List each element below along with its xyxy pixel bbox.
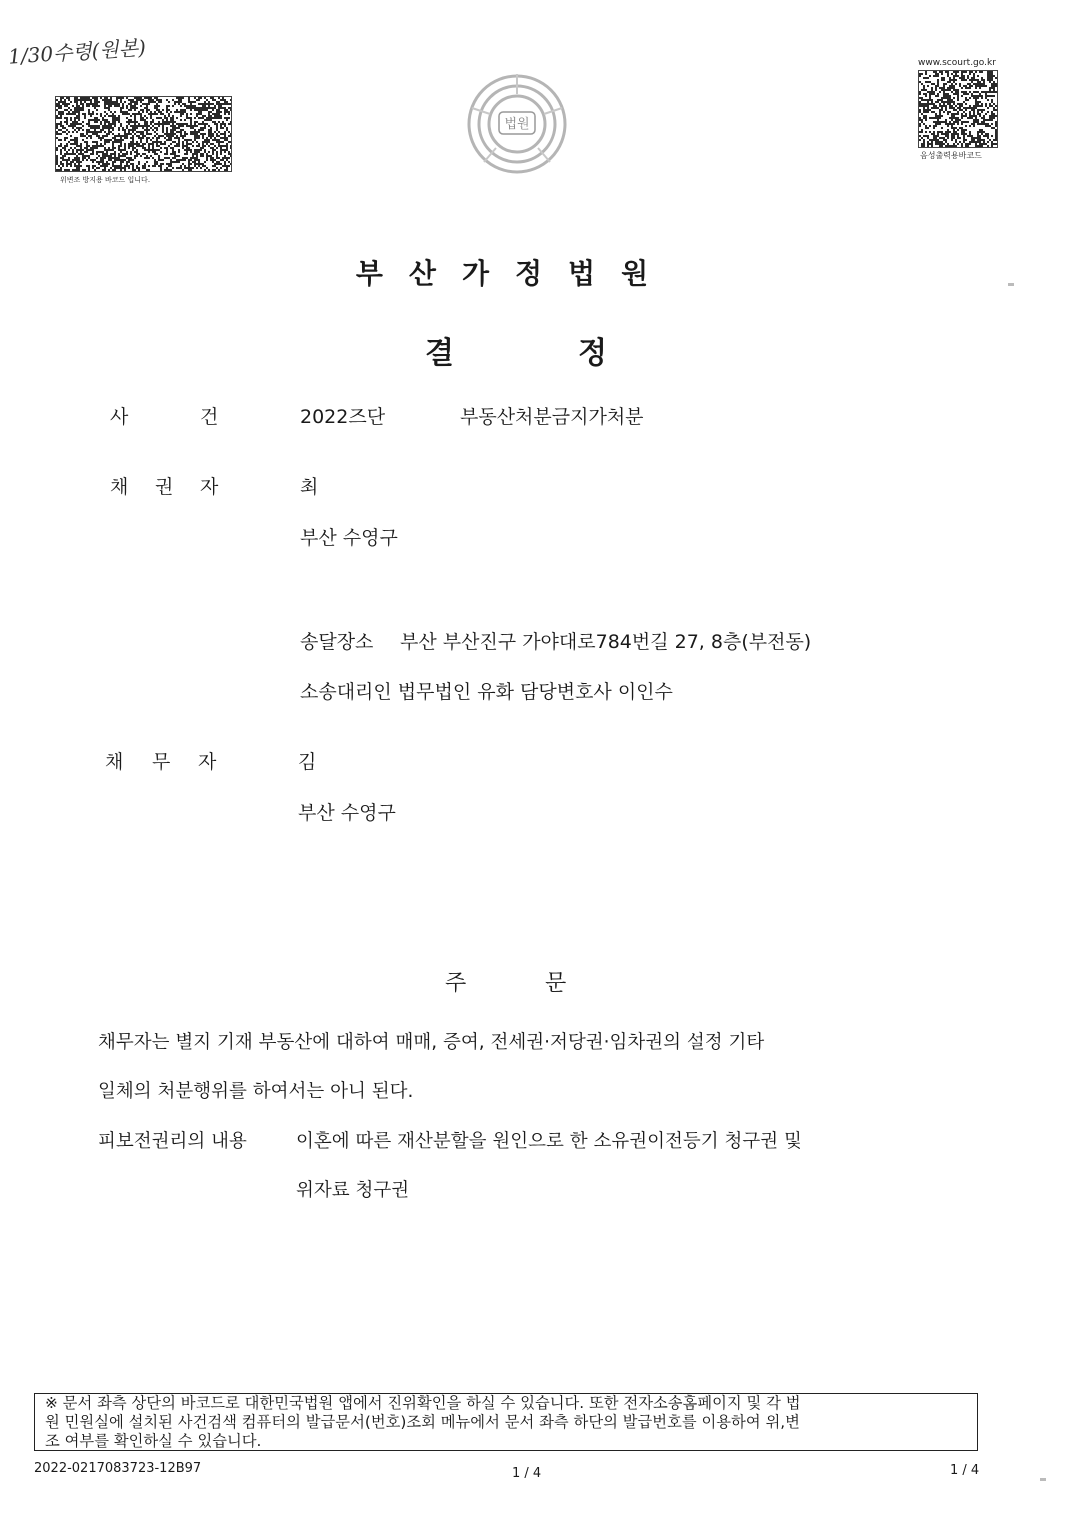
debtor-address: 부산 수영구 — [298, 802, 396, 824]
anti-forgery-barcode-pattern — [56, 97, 231, 171]
voice-output-barcode — [918, 70, 998, 148]
protected-right-label: 피보전권리의 내용 — [98, 1131, 247, 1152]
debtor-label-char-3: 자 — [198, 751, 217, 773]
creditor-name: 최 — [300, 476, 319, 498]
anti-forgery-barcode-caption: 위변조 방지용 바코드 입니다. — [60, 176, 151, 184]
creditor-label-char-2: 권 — [155, 476, 174, 498]
document-title-char-2: 정 — [578, 336, 607, 371]
court-name: 부산가정법원 — [355, 257, 675, 290]
case-number: 2022즈단 — [300, 406, 386, 428]
notice-line-2: 원 민원실에 설치된 사건검색 컴퓨터의 발급문서(번호)조회 메뉴에서 문서 좌측 하단의 발급번호를 이용하여 위,변 — [45, 1413, 800, 1431]
order-heading-char-2: 문 — [545, 971, 567, 996]
handwritten-receipt-note: 1/30수령(원본) — [7, 35, 147, 69]
notice-line-3: 조 여부를 확인하실 수 있습니다. — [45, 1432, 262, 1450]
order-line-1: 채무자는 별지 기재 부동산에 대하여 매매, 증여, 전세권·저당권·임차권의 설정 기타 — [98, 1032, 765, 1053]
case-label-char-2: 건 — [200, 406, 219, 428]
case-label-char-1: 사 — [110, 406, 129, 428]
debtor-label-char-1: 채 — [105, 751, 124, 773]
document-title-char-1: 결 — [425, 336, 454, 371]
creditor-attorney: 소송대리인 법무법인 유화 담당변호사 이인수 — [300, 681, 673, 703]
creditor-delivery-label: 송달장소 — [300, 631, 374, 653]
order-heading-char-1: 주 — [445, 971, 467, 996]
debtor-label-char-2: 무 — [152, 751, 171, 773]
page-number-right: 1 / 4 — [950, 1463, 980, 1478]
creditor-label-char-1: 채 — [110, 476, 129, 498]
voice-output-barcode-caption: 음성출력용바코드 — [920, 151, 982, 160]
anti-forgery-barcode — [55, 96, 232, 172]
court-website-url: www.scourt.go.kr — [918, 58, 996, 68]
court-emblem-text: 법원 — [504, 117, 530, 132]
court-emblem-icon — [462, 68, 572, 176]
protected-right-line-1: 이혼에 따른 재산분할을 원인으로 한 소유권이전등기 청구권 및 — [296, 1131, 802, 1152]
verification-notice-box — [34, 1393, 978, 1451]
creditor-address: 부산 수영구 — [300, 527, 398, 549]
case-name: 부동산처분금지가처분 — [460, 406, 644, 428]
creditor-delivery-address: 부산 부산진구 가야대로784번길 27, 8층(부전동) — [400, 631, 812, 653]
scan-speck — [1040, 1478, 1046, 1481]
protected-right-line-2: 위자료 청구권 — [296, 1180, 410, 1201]
order-line-2: 일체의 처분행위를 하여서는 아니 된다. — [98, 1081, 414, 1102]
debtor-name: 김 — [298, 751, 317, 773]
notice-line-1: ※ 문서 좌측 상단의 바코드로 대한민국법원 앱에서 진위확인을 하실 수 있습니다. 또한 전자소송홈페이지 및 각 법 — [45, 1394, 801, 1412]
creditor-label-char-3: 자 — [200, 476, 219, 498]
scan-speck — [1008, 283, 1014, 286]
voice-output-barcode-pattern — [919, 71, 997, 147]
issue-number: 2022-0217083723-12B97 — [34, 1461, 202, 1476]
page-number-center: 1 / 4 — [512, 1466, 542, 1481]
